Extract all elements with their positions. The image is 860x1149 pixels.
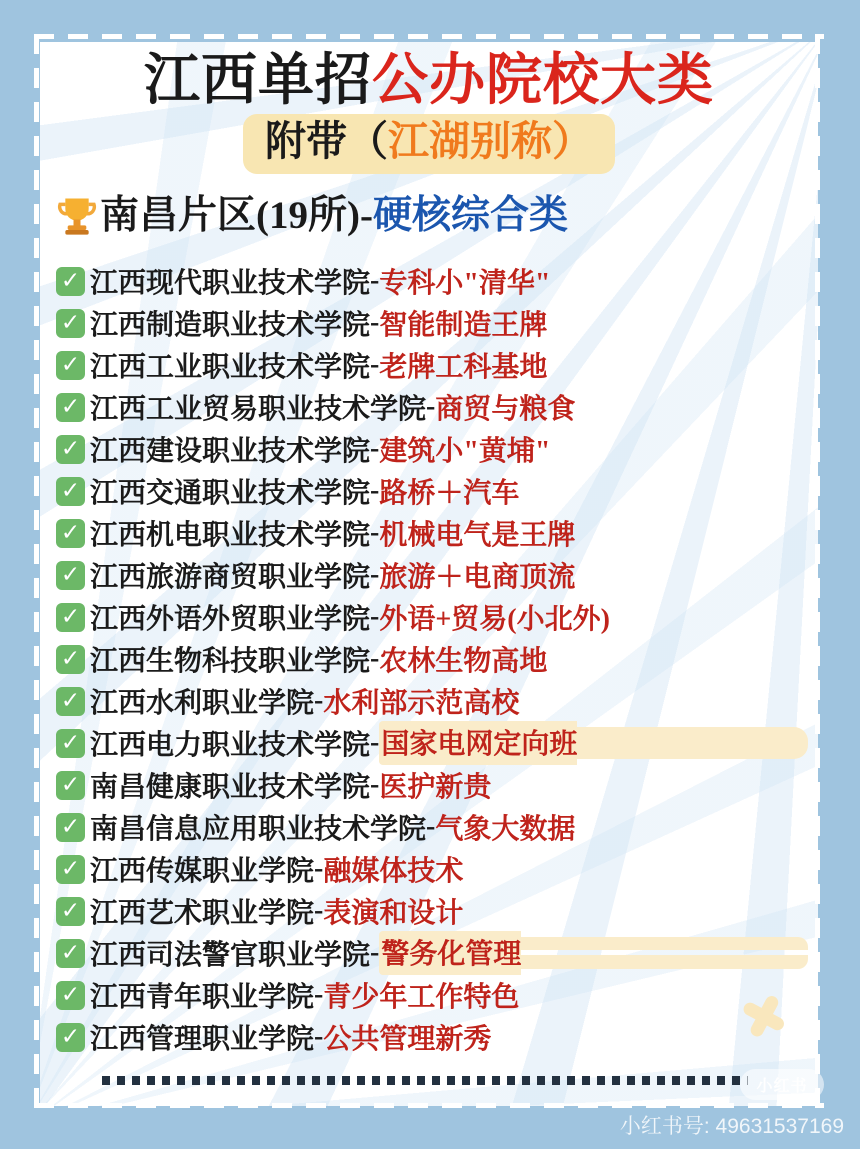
dotted-divider <box>102 1076 748 1085</box>
college-nickname: 建筑小"黄埔" <box>379 436 551 467</box>
subtitle-close-paren: ） <box>552 118 593 164</box>
college-nickname: 旅游＋电商顶流 <box>379 562 576 593</box>
section-header <box>56 194 818 238</box>
check-icon: ✓ <box>56 477 85 506</box>
poster-card <box>40 42 818 1106</box>
separator: - <box>314 685 324 716</box>
separator: - <box>370 433 380 464</box>
list-item <box>56 554 808 596</box>
separator: - <box>370 349 380 380</box>
separator: - <box>370 769 380 800</box>
check-icon: ✓ <box>56 309 85 338</box>
list-item <box>56 974 808 1016</box>
college-nickname: 公共管理新秀 <box>323 1024 492 1055</box>
check-icon: ✓ <box>56 561 85 590</box>
list-item <box>56 806 808 848</box>
list-item <box>56 1016 808 1058</box>
college-name: 江西交通职业技术学院 <box>90 478 371 509</box>
college-nickname: 外语+贸易(小北外) <box>379 604 610 635</box>
trophy-icon <box>56 195 98 237</box>
check-icon: ✓ <box>56 603 85 632</box>
separator: - <box>370 601 380 632</box>
college-name: 江西水利职业学院 <box>90 688 315 719</box>
check-icon: ✓ <box>56 897 85 926</box>
highlight-tail <box>521 937 808 969</box>
section-title-blue: 硬核综合类 <box>372 194 568 237</box>
card-border-perforation-right <box>815 34 820 1108</box>
check-icon: ✓ <box>56 393 85 422</box>
separator: - <box>370 265 380 296</box>
list-item <box>56 344 808 386</box>
college-nickname: 机械电气是王牌 <box>379 520 576 551</box>
highlight-tail <box>577 727 808 759</box>
college-nickname: 水利部示范高校 <box>323 688 520 719</box>
college-name: 南昌健康职业技术学院 <box>90 772 371 803</box>
college-name: 江西建设职业技术学院 <box>90 436 371 467</box>
separator: - <box>426 391 436 422</box>
list-item <box>56 680 808 722</box>
list-item <box>56 428 808 470</box>
college-nickname: 国家电网定向班 <box>379 721 577 765</box>
college-nickname: 气象大数据 <box>435 814 576 845</box>
college-name: 江西司法警官职业学院 <box>90 940 371 971</box>
college-nickname: 青少年工作特色 <box>323 982 520 1013</box>
check-icon: ✓ <box>56 981 85 1010</box>
college-nickname: 智能制造王牌 <box>379 310 548 341</box>
check-icon: ✓ <box>56 687 85 716</box>
check-icon: ✓ <box>56 645 85 674</box>
card-border-perforation-left <box>34 34 39 1108</box>
check-icon: ✓ <box>56 519 85 548</box>
list-item <box>56 386 808 428</box>
college-nickname: 商贸与粮食 <box>435 394 576 425</box>
card-border-perforation-bottom <box>34 1103 824 1108</box>
separator: - <box>426 811 436 842</box>
check-icon: ✓ <box>56 351 85 380</box>
list-item <box>56 890 808 932</box>
separator: - <box>370 475 380 506</box>
check-icon: ✓ <box>56 729 85 758</box>
college-nickname: 警务化管理 <box>379 931 521 975</box>
separator: - <box>314 979 324 1010</box>
list-item <box>56 722 808 764</box>
main-title-black: 江西单招 <box>144 50 372 112</box>
xiaohongshu-logo-badge: 小红书 <box>740 1069 824 1100</box>
college-name: 江西电力职业技术学院 <box>90 730 371 761</box>
college-name: 江西制造职业技术学院 <box>90 310 371 341</box>
college-nickname: 农林生物高地 <box>379 646 548 677</box>
list-item <box>56 764 808 806</box>
main-title-red: 公办院校大类 <box>372 50 714 112</box>
list-item <box>56 512 808 554</box>
subtitle-open-paren: （ <box>347 118 388 164</box>
separator: - <box>314 1021 324 1052</box>
check-icon: ✓ <box>56 771 85 800</box>
college-name: 江西工业职业技术学院 <box>90 352 371 383</box>
separator: - <box>370 643 380 674</box>
college-list <box>56 260 808 1058</box>
college-name: 江西青年职业学院 <box>90 982 315 1013</box>
college-name: 江西传媒职业学院 <box>90 856 315 887</box>
list-item <box>56 260 808 302</box>
check-icon: ✓ <box>56 939 85 968</box>
college-name: 江西旅游商贸职业学院 <box>90 562 371 593</box>
check-icon: ✓ <box>56 435 85 464</box>
check-icon: ✓ <box>56 855 85 884</box>
separator: - <box>370 559 380 590</box>
separator: - <box>370 517 380 548</box>
card-border-perforation-top <box>34 34 824 39</box>
check-icon: ✓ <box>56 813 85 842</box>
college-name: 江西生物科技职业学院 <box>90 646 371 677</box>
subtitle-prefix: 附带 <box>265 118 347 164</box>
college-name: 江西工业贸易职业技术学院 <box>90 394 427 425</box>
separator: - <box>370 307 380 338</box>
college-nickname: 融媒体技术 <box>323 856 464 887</box>
separator: - <box>314 853 324 884</box>
separator: - <box>370 937 380 968</box>
separator: - <box>370 727 380 758</box>
college-nickname: 老牌工科基地 <box>379 352 548 383</box>
check-icon: ✓ <box>56 1023 85 1052</box>
college-nickname: 医护新贵 <box>379 772 492 803</box>
list-item <box>56 470 808 512</box>
subtitle-highlight-box <box>243 114 615 174</box>
college-nickname: 路桥＋汽车 <box>379 478 520 509</box>
college-name: 江西外语外贸职业学院 <box>90 604 371 635</box>
college-nickname: 专科小"清华" <box>379 268 551 299</box>
subtitle-nickname-label: 江湖别称 <box>388 118 552 164</box>
section-title-black: 南昌片区(19所)- <box>100 194 373 237</box>
list-item <box>56 848 808 890</box>
college-name: 江西艺术职业学院 <box>90 898 315 929</box>
watermark-id: 小红书号: 49631537169 <box>619 1115 844 1138</box>
separator: - <box>314 895 324 926</box>
list-item <box>56 302 808 344</box>
subtitle <box>40 114 818 174</box>
college-name: 江西现代职业技术学院 <box>90 268 371 299</box>
college-name: 江西管理职业学院 <box>90 1024 315 1055</box>
check-icon: ✓ <box>56 267 85 296</box>
college-name: 江西机电职业技术学院 <box>90 520 371 551</box>
list-item <box>56 932 808 974</box>
main-title <box>40 50 818 112</box>
list-item <box>56 638 808 680</box>
college-name: 南昌信息应用职业技术学院 <box>90 814 427 845</box>
college-nickname: 表演和设计 <box>323 898 464 929</box>
list-item <box>56 596 808 638</box>
